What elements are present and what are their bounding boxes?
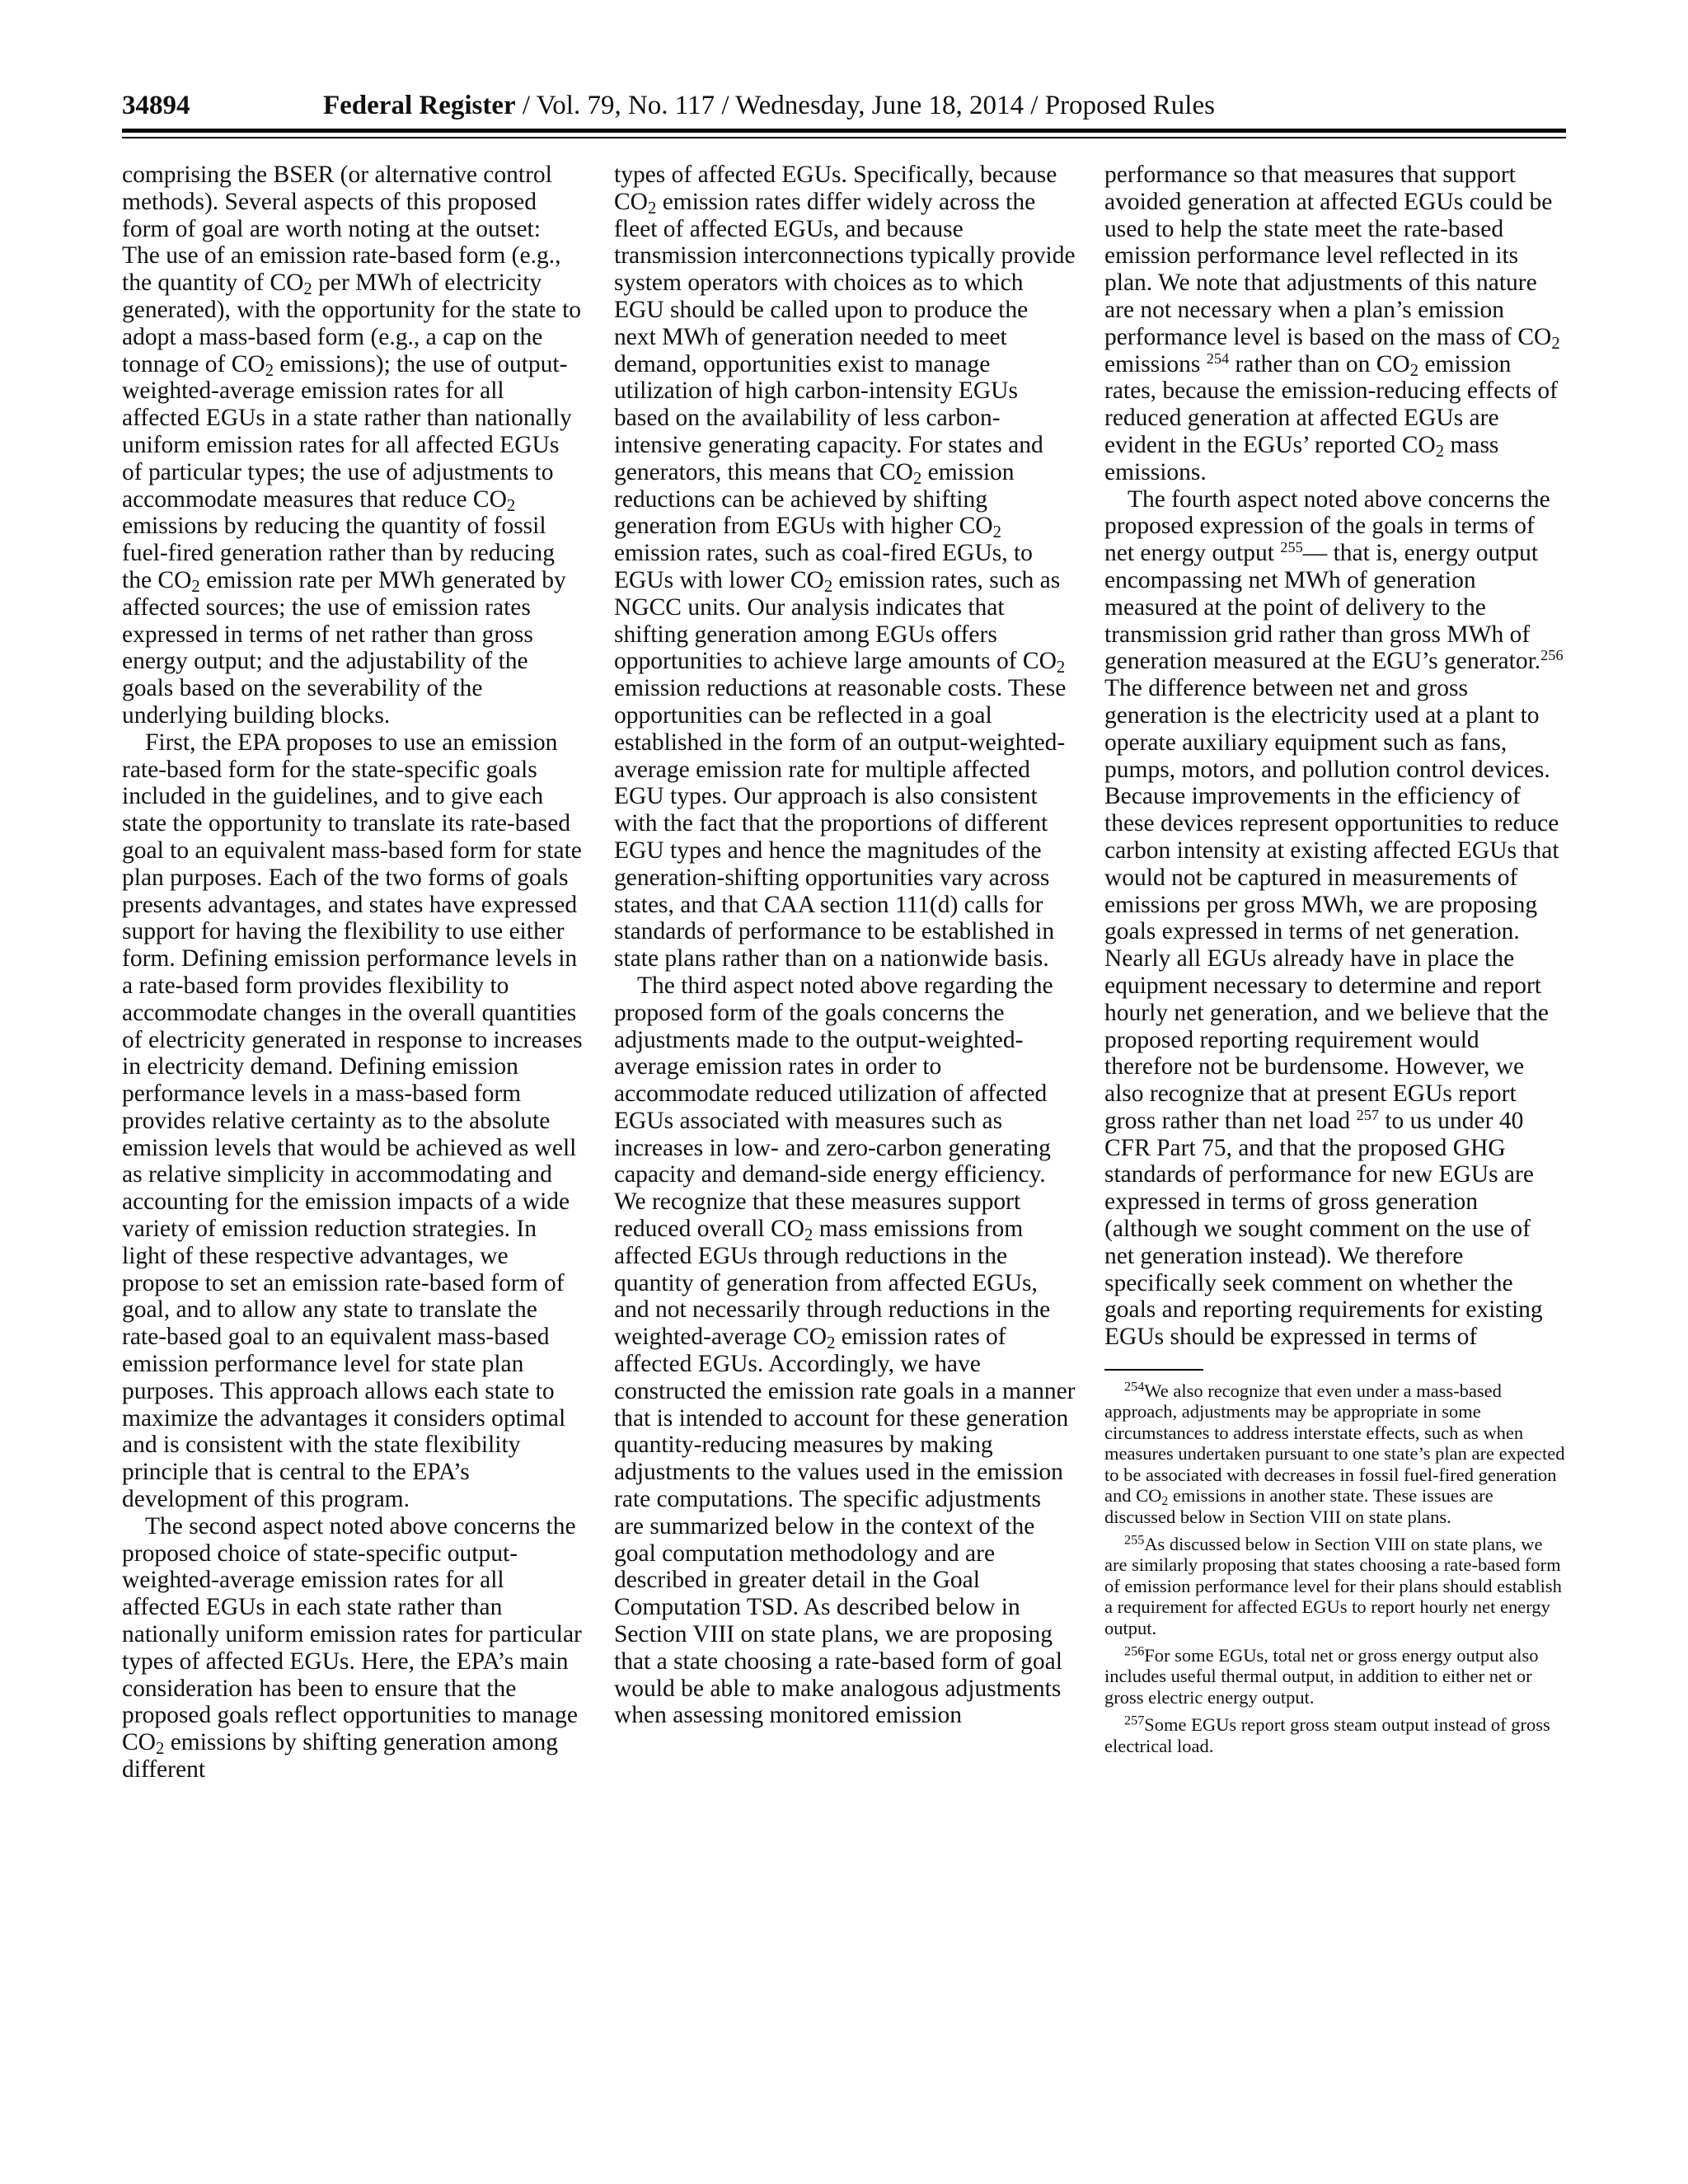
footnote-254: [1104, 1380, 1566, 1527]
text-run: Some EGUs report gross steam output instead of gross electrical load.: [1104, 1714, 1550, 1756]
text-run: to us under 40 CFR Part 75, and that the proposed GHG standards of performance for new EGUs are expressed in terms of gross generation (although we sought comment on the use of net generation instead). We therefore specifically seek comment on whether the goals and reporting requirements for existing EGUs should be expressed in terms of: [1104, 1107, 1543, 1351]
text-run: emission rates differ widely across the fleet of affected EGUs, and because transmission interconnections typically provide system operators with choices as to which EGU should be called upon to produce the next MWh of generation needed to meet demand, opportunities exist to manage utilization of high carbon-intensity EGUs based on the availability of less carbon-intensive generating capacity. For states and generators, this means that CO: [614, 188, 1076, 485]
text-run: mass emissions.: [1104, 431, 1499, 485]
running-header: [122, 91, 1566, 130]
footnote-number: 255: [1124, 1532, 1145, 1548]
subscript: 2: [647, 199, 657, 218]
paragraph: [614, 162, 1076, 972]
subscript: 2: [1551, 334, 1560, 353]
publication-title: Federal Register: [323, 91, 516, 120]
column-3: [1104, 162, 1566, 1763]
text-run: The difference between net and gross generation is the electricity used at a plant to operate auxiliary equipment such as fans, pumps, motors, and pollution control devices. Because improvements in the efficiency of these devices represent opportunities to reduce carbon intensity at existing affected EGUs that would not be captured in measurements of emissions per gross MWh, we are proposing goals expressed in terms of net generation. Nearly all EGUs already have in place the equipment necessary to determine and report hourly net generation, and we believe that the proposed reporting requirement would therefore not be burdensome. However, we also recognize that at present EGUs report gross rather than net load: [1104, 675, 1559, 1134]
issue-info: / Vol. 79, No. 117 / Wednesday, June 18, 2014 / Proposed Rules: [515, 91, 1215, 120]
subscript: 2: [265, 361, 274, 380]
subscript: 2: [1435, 443, 1445, 462]
text-run: — that is, energy output encompassing net MWh of generation measured at the point of delivery to the transmission grid rather than gross MWh of generation measured at the EGU’s generator.: [1104, 540, 1541, 675]
footnote-ref: 254: [1206, 349, 1230, 367]
footnote-separator: [1104, 1369, 1203, 1371]
subscript: 2: [827, 1334, 836, 1353]
text-run: emission reductions at reasonable costs. These opportunities can be reflected in a goal established in the form of an output-weighted-average emission rate for multiple affected EGU types. Our approach is also consistent with the fact that the proportions of different EGU types and hence the magnitudes of the generation-shifting opportunities vary across states, and that CAA section 111(d) calls for standards of performance to be established in state plans rather than on a nationwide basis.: [614, 675, 1067, 972]
footnote-number: 257: [1124, 1713, 1145, 1728]
subscript: 2: [912, 469, 922, 488]
header-rule-thick: [122, 129, 1566, 133]
text-run: mass emissions from affected EGUs through reductions in the quantity of generation from affected EGUs, and not necessarily through reductions in the weighted-average CO: [614, 1216, 1051, 1351]
subscript: 2: [303, 280, 312, 299]
footnote-256: [1104, 1645, 1566, 1708]
text-run: The fourth aspect noted above concerns the proposed expression of the goals in terms of net energy output: [1104, 485, 1550, 567]
subscript: 2: [1056, 658, 1066, 677]
subscript: 2: [823, 578, 833, 597]
subscript: 2: [1409, 361, 1419, 380]
text-run: emissions in another state. These issues are discussed below in Section VIII on state plans.: [1104, 1485, 1493, 1527]
text-run: comprising the BSER (or alternative control methods). Several aspects of this proposed form of goal are worth noting at the outset: The use of an emission rate-based form (e.g., the quantity of CO: [122, 162, 561, 297]
subscript: 2: [804, 1226, 814, 1245]
text-run: emissions: [1104, 350, 1207, 377]
subscript: 2: [1161, 1494, 1169, 1509]
text-run: For some EGUs, total net or gross energy output also includes useful thermal output, in addition to either net or gross electric energy output.: [1104, 1644, 1539, 1708]
column-2: [614, 162, 1076, 1729]
footnote-ref: 255: [1280, 539, 1303, 556]
text-run: performance so that measures that support avoided generation at affected EGUs could be used to help the state meet the rate-based emission performance level reflected in its plan. We note that adjustments of this nature are not necessary when a plan’s emission performance level is based on the mass of CO: [1104, 162, 1553, 350]
text-run: The second aspect noted above concerns the proposed choice of state-specific output-weighted-average emission rates for all affected EGUs in each state rather than nationally uniform emission rates for particular types of affected EGUs. Here, the EPA’s main consideration has been to ensure that the proposed goals reflect opportunities to manage CO: [122, 1512, 582, 1756]
paragraph: [1104, 486, 1566, 1352]
text-run: We also recognize that even under a mass-based approach, adjustments may be appropriate in some circumstances to address interstate effects, such as when measures undertaken pursuant to one state’s plan are expected to be associated with decreases in fossil fuel-fired generation and CO: [1104, 1380, 1565, 1507]
text-run: emission reductions can be achieved by shifting generation from EGUs with higher CO: [614, 458, 1015, 540]
subscript: 2: [506, 496, 516, 515]
header-rule-thin: [122, 137, 1566, 138]
text-run: emission rates, such as coal-fired EGUs, to EGUs with lower CO: [614, 540, 1033, 593]
text-run: emission rates, because the emission-reducing effects of reduced generation at affected EGUs are evident in the EGUs’ reported CO: [1104, 350, 1558, 458]
subscript: 2: [191, 578, 200, 597]
text-run: per MWh of electricity generated), with the opportunity for the state to adopt a mass-based form (e.g., a cap on the tonnage of CO: [122, 269, 582, 377]
text-run: emission rates of affected EGUs. Accordingly, we have constructed the emission rate goals in a manner that is intended to account for these generation quantity-reducing measures by making adjustments to the values used in the emission rate computations. The specific adjustments are summarized below in the context of the goal computation methodology and are described in greater detail in the Goal Computation TSD. As described below in Section VIII on state plans, we are proposing that a state choosing a rate-based form of goal would be able to make analogous adjustments when assessing monitored emission: [614, 1324, 1076, 1729]
footnote-257: [1104, 1714, 1566, 1756]
footnote-number: 254: [1124, 1379, 1145, 1394]
subscript: 2: [992, 523, 1001, 542]
text-run: emissions by reducing the quantity of fossil fuel-fired generation rather than by reducing the CO: [122, 513, 556, 593]
text-run: types of affected EGUs. Specifically, because CO: [614, 162, 1057, 215]
footnote-255: [1104, 1534, 1566, 1638]
publication-line: [323, 91, 1215, 121]
text-run: The third aspect noted above regarding the proposed form of the goals concerns the adjustments made to the output-weighted-average emission rates in order to accommodate reduced utilization of affected EGUs associated with measures such as increases in low- and zero-carbon generating capacity and demand-side energy efficiency. We recognize that these measures support reduced overall CO: [614, 972, 1053, 1243]
footnote-ref: 257: [1356, 1106, 1379, 1123]
subscript: 2: [155, 1740, 165, 1759]
footnote-number: 256: [1124, 1643, 1145, 1659]
paragraph: [122, 162, 584, 729]
text-run: As discussed below in Section VIII on state plans, we are similarly proposing that states choosing a rate-based form of emission performance level for their plans should establish a requirement for affected EGUs to report hourly net energy output.: [1104, 1533, 1562, 1638]
paragraph: First, the EPA proposes to use an emission rate-based form for the state-specific goals included in the guidelines, and to give each state the opportunity to translate its rate-based goal to an equivalent mass-based form for state plan purposes. Each of the two forms of goals presents advantages, and states have expressed support for having the flexibility to use either form. Defining emission performance levels in a rate-based form provides flexibility to accommodate changes in the overall quantities of electricity generated in response to increases in electricity demand. Defining emission performance levels in a mass-based form provides relative certainty as to the absolute emission levels that would be achieved as well as relative simplicity in accommodating and accounting for the emission impacts of a wide variety of emission reduction strategies. In light of these respective advantages, we propose to set an emission rate-based form of goal, and to allow any state to translate the rate-based goal to an equivalent mass-based emission performance level for state plan purposes. This approach allows each state to maximize the advantages it considers optimal and is consistent with the state flexibility principle that is central to the EPA’s development of this program.: [122, 729, 583, 1513]
text-run: emissions); the use of output-weighted-average emission rates for all affected EGUs in a state rather than nationally uniform emission rates for all affected EGUs of particular types; the use of adjustments to accommodate measures that reduce CO: [122, 350, 572, 513]
text-run: emission rates, such as NGCC units. Our analysis indicates that shifting generation among EGUs offers opportunities to achieve large amounts of CO: [614, 566, 1061, 675]
paragraph: [614, 972, 1076, 1729]
text-run: rather than on CO: [1229, 350, 1410, 377]
text-run: emissions by shifting generation among different: [122, 1729, 558, 1783]
page-number: 34894: [122, 91, 190, 120]
column-1: [122, 162, 584, 1783]
text-run: emission rate per MWh generated by affected sources; the use of emission rates expressed in terms of net rather than gross energy output; and the adjustability of the goals based on the severability of the underlying building blocks.: [122, 566, 566, 729]
paragraph: [122, 1513, 584, 1783]
footnote-ref: 256: [1540, 647, 1564, 664]
paragraph: [1104, 162, 1566, 486]
